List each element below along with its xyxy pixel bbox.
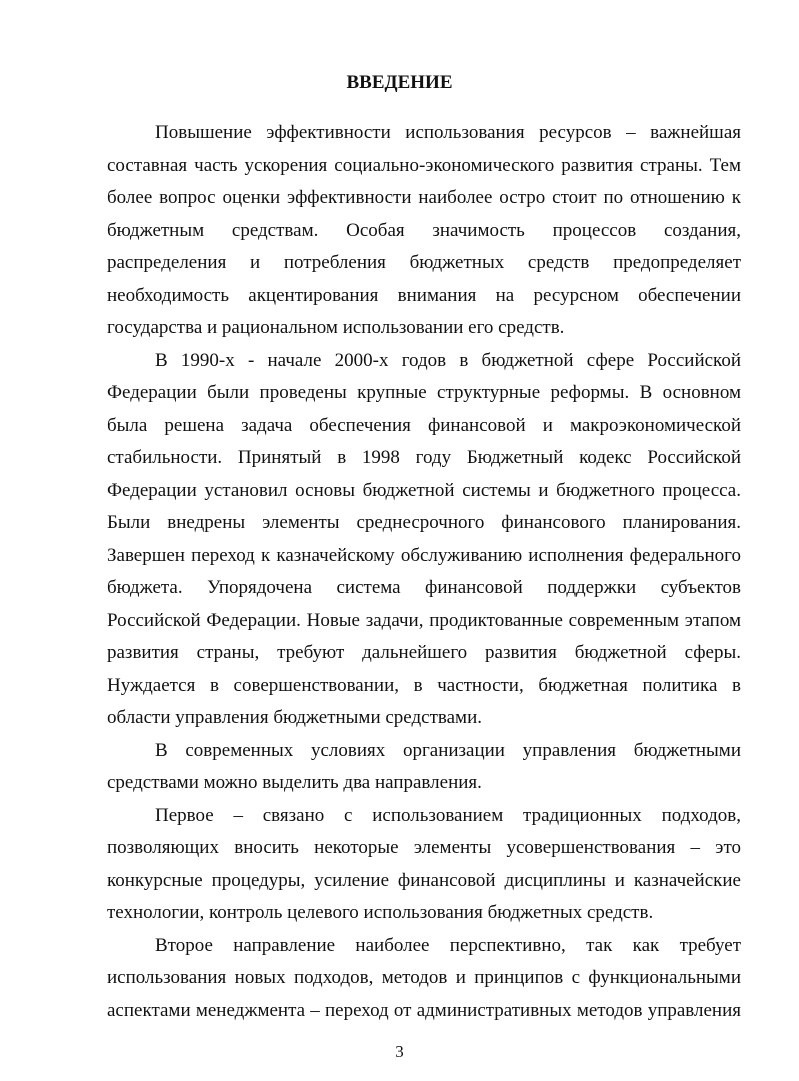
paragraph (107, 117, 741, 345)
text-line: необходимость акцентирования внимания на ресурсном обеспечении (107, 284, 741, 306)
text-line: Повышение эффективности использования ресурсов – важнейшая (155, 122, 741, 143)
text-line: аспектами менеджмента – переход от административных методов управления (107, 999, 741, 1021)
paragraph (107, 930, 741, 1028)
text-line: области управления бюджетными средствами. (107, 707, 482, 728)
body-text (107, 117, 741, 1027)
text-line: технологии, контроль целевого использования бюджетных средств. (107, 902, 654, 923)
text-line: составная часть ускорения социально-экономического развития страны. Тем (107, 154, 741, 176)
text-line: стабильности. Принятый в 1998 году Бюджетный кодекс Российской (107, 447, 741, 468)
text-line: бюджетным средствам. Особая значимость процессов создания, (107, 219, 741, 241)
text-line: была решена задача обеспечения финансовой и макроэкономической (107, 414, 741, 436)
text-line: В современных условиях организации управления бюджетными (155, 739, 741, 761)
text-line: В 1990-х - начале 2000-х годов в бюджетной сфере Российской (155, 349, 741, 371)
page-title: ВВЕДЕНИЕ (346, 72, 453, 93)
text-line: использования новых подходов, методов и принципов с функциональными (107, 967, 741, 988)
text-line: государства и рациональном использовании его средств. (107, 317, 565, 338)
text-line: Были внедрены элементы среднесрочного финансового планирования. (107, 512, 741, 533)
text-line: Завершен переход к казначейскому обслуживанию исполнения федерального (107, 544, 741, 566)
page-number: 3 (395, 1042, 404, 1061)
text-line: конкурсные процедуры, усиление финансовой дисциплины и казначейские (107, 869, 741, 891)
text-line: позволяющих вносить некоторые элементы усовершенствования – это (107, 837, 741, 858)
text-line: средствами можно выделить два направления. (107, 772, 482, 793)
text-line: Российской Федерации. Новые задачи, продиктованные современным этапом (107, 609, 741, 631)
text-line: бюджета. Упорядочена система финансовой поддержки субъектов (107, 577, 741, 598)
text-line: Федерации были проведены крупные структурные реформы. В основном (107, 382, 741, 403)
text-line: Первое – связано с использованием традиционных подходов, (155, 804, 741, 826)
paragraph (107, 800, 741, 930)
text-line: развития страны, требуют дальнейшего развития бюджетной сферы. (107, 642, 741, 663)
text-line: Второе направление наиболее перспективно, так как требует (155, 934, 741, 956)
paragraph (107, 345, 741, 735)
text-line: распределения и потребления бюджетных средств предопределяет (107, 252, 741, 273)
text-line: Федерации установил основы бюджетной системы и бюджетного процесса. (107, 479, 741, 501)
text-line: Нуждается в совершенствовании, в частности, бюджетная политика в (107, 674, 741, 696)
paragraph (107, 735, 741, 800)
text-line: более вопрос оценки эффективности наиболее остро стоит по отношению к (107, 187, 741, 208)
